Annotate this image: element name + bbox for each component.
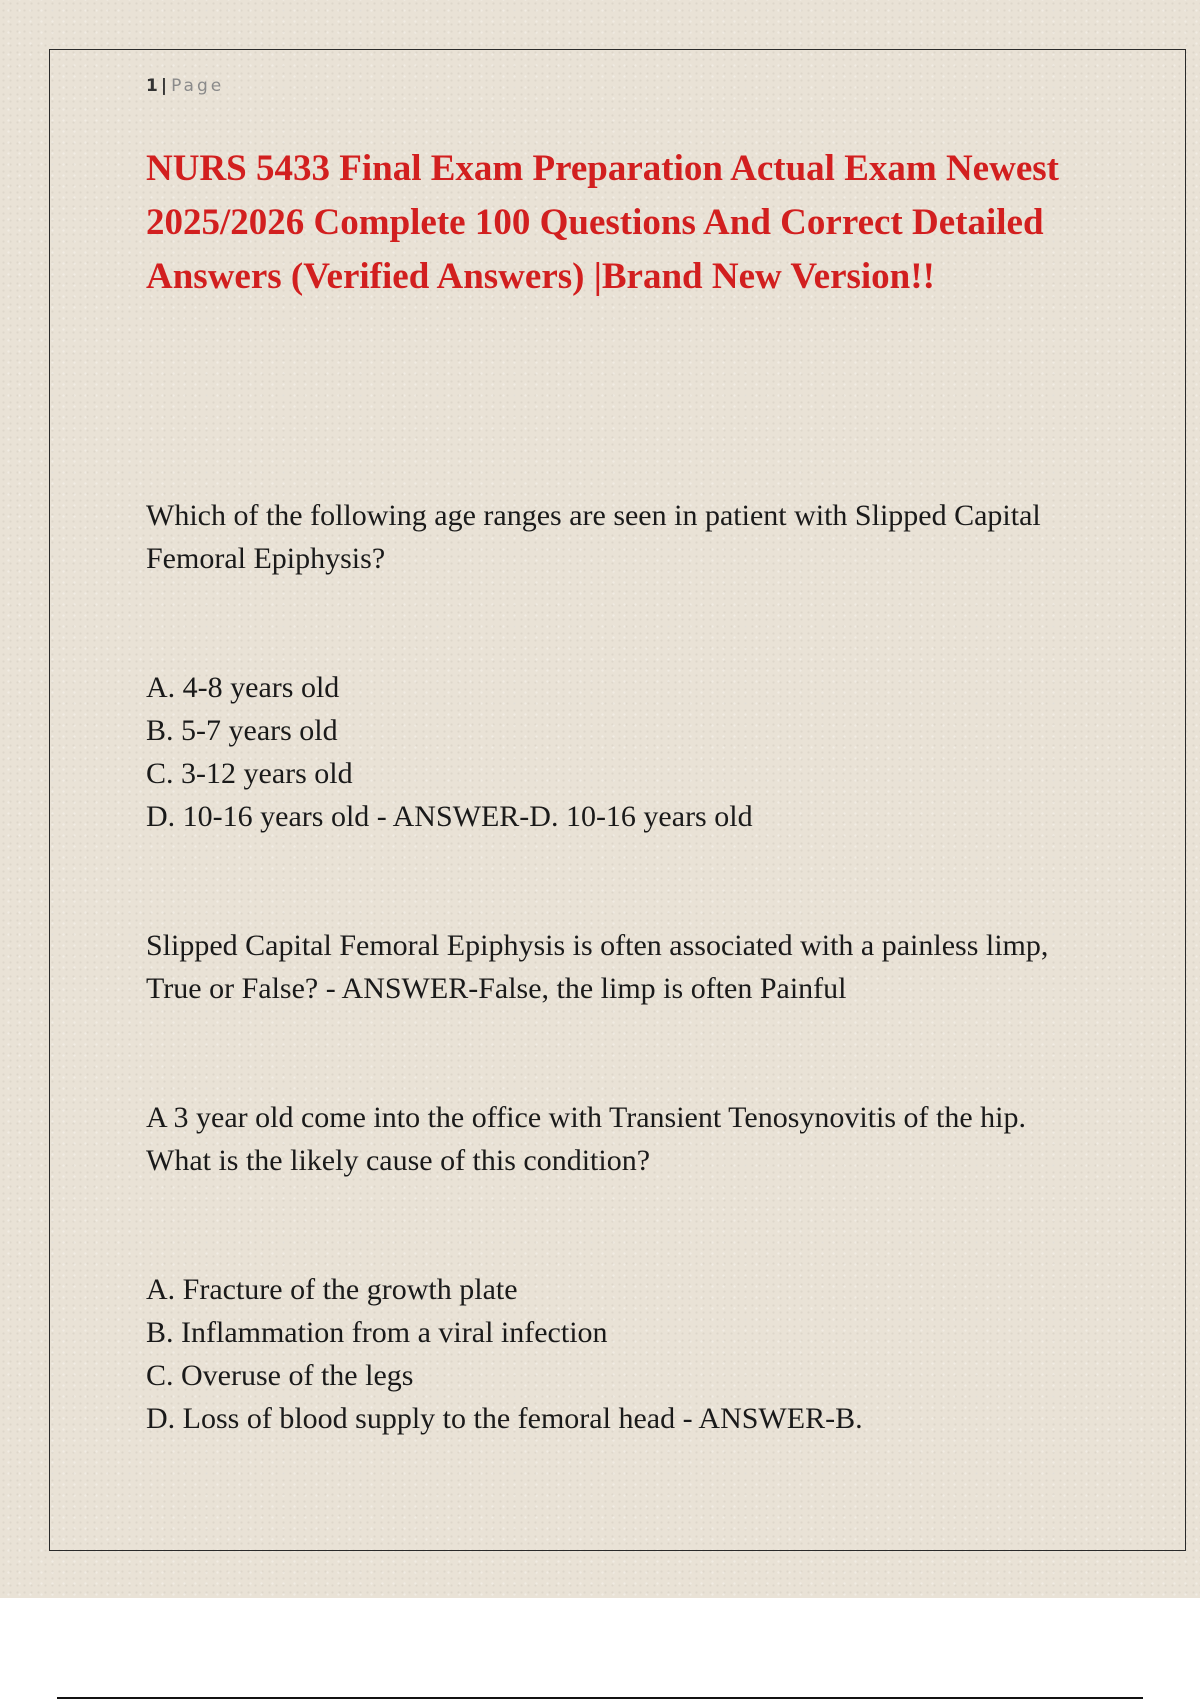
question-2	[146, 924, 1086, 1010]
option-c: C. Overuse of the legs	[146, 1359, 414, 1392]
page-number: 1	[146, 76, 158, 96]
option-c: C. 3-12 years old	[146, 757, 353, 790]
option-d-answer: D. Loss of blood supply to the femoral head - ANSWER-B.	[146, 1402, 863, 1435]
question-3-options	[146, 1268, 1086, 1440]
page-word: Page	[171, 76, 225, 96]
option-a: A. 4-8 years old	[146, 671, 340, 704]
option-b: B. 5-7 years old	[146, 714, 338, 747]
document-title: NURS 5433 Final Exam Preparation Actual Exam Newest 2025/2026 Complete 100 Questions And Correct Detailed Answers (Verified Answers) |Brand New Version!!	[146, 148, 1059, 297]
question-text: A 3 year old come into the office with Transient Tenosynovitis of the hip. What is the likely cause of this condition?	[146, 1101, 1027, 1177]
question-text: Which of the following age ranges are seen in patient with Slipped Capital Femoral Epiphysis?	[146, 499, 1041, 575]
option-b: B. Inflammation from a viral infection	[146, 1316, 608, 1349]
question-3	[146, 1096, 1086, 1182]
question-1-options	[146, 666, 1086, 838]
page-separator: |	[160, 76, 168, 96]
option-a: A. Fracture of the growth plate	[146, 1273, 518, 1306]
question-text: Slipped Capital Femoral Epiphysis is often associated with a painless limp, True or False? - ANSWER-False, the limp is often Painful	[146, 929, 1049, 1005]
option-d-answer: D. 10-16 years old - ANSWER-D. 10-16 years old	[146, 800, 753, 833]
next-page-top-rule	[57, 1697, 1143, 1699]
question-1	[146, 494, 1086, 580]
page-number-label	[146, 76, 224, 96]
